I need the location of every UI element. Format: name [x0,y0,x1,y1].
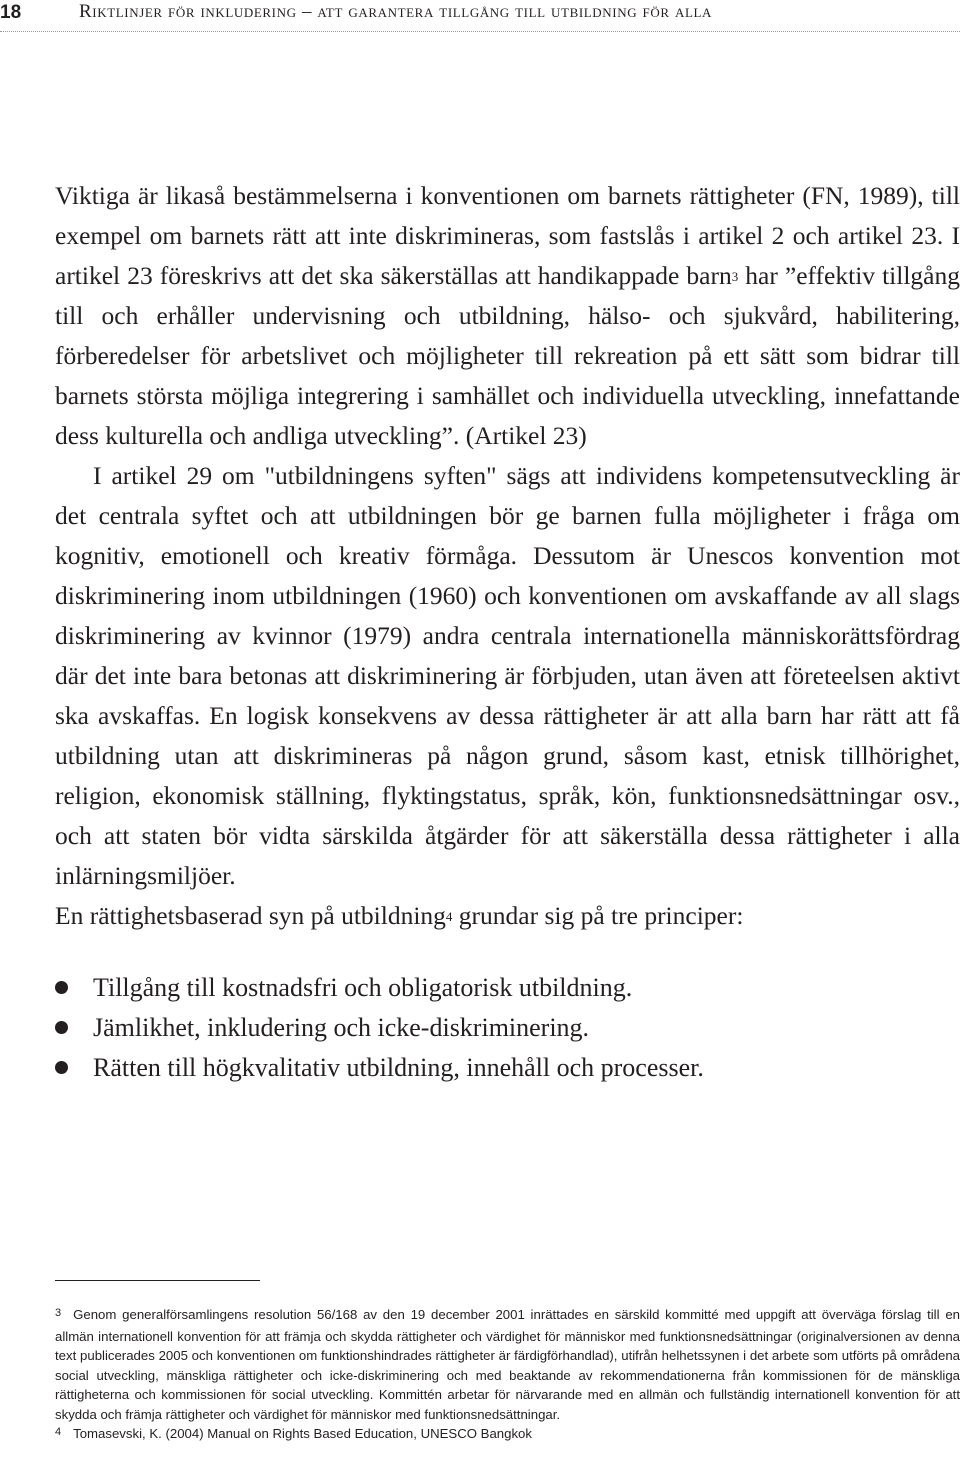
footnotes [55,1305,960,1446]
body-text [55,176,960,1088]
paragraph-3 [55,896,960,936]
paragraph-2: I artikel 29 om "utbildningens syften" sägs att individens kompetensutveckling är det centrala syftet och att utbildningen bör ge barnen fulla möjligheter i fråga om kognitiv, emotionell och kreativ förmåga. Dessutom är Unescos konvention mot diskriminering inom utbildningen (1960) och konventionen om avskaffande av all slags diskriminering av kvinnor (1979) andra centrala internationella människorättsfördrag där det inte bara betonas att diskriminering är förbjuden, utan även att företeelsen aktivt ska avskaffas. En logisk konsekvens av dessa rättigheter är att alla barn har rätt att få utbildning utan att diskrimineras på någon grund, såsom kast, etnisk tillhörighet, religion, ekonomisk ställning, flyktingstatus, språk, kön, funktionsnedsättningar osv., och att staten bör vidta särskilda åtgärder för att säkerställa dessa rättigheter i alla inlärningsmiljöer. [55,461,960,890]
principles-list [55,968,960,1088]
list-item [55,1008,960,1048]
footnote-ref-4: 4 [445,909,453,924]
paragraph-3-text-a: En rättighetsbaserad syn på utbildning [55,901,446,930]
footnote-mark: 4 [55,1426,62,1438]
footnote-text: Tomasevski, K. (2004) Manual on Rights Based Education, UNESCO Bangkok [73,1426,532,1441]
list-item-text: Tillgång till kostnadsfri och obligatorisk utbildning. [93,973,633,1002]
footnote-text: Genom generalförsamlingens resolution 56/168 av den 19 december 2001 inrättades en särskild kommitté med uppgift att överväga förslag till en allmän internationell konvention för att främja och skydda rättigheter och värdighet för människor med funktionsnedsättningar (originalversionen av denna text publicerades 2005 och konventionen om funktionshindrades rättigheter är färdigförhandlad), utifrån helhetssynen i det arbete som utförts på områdena social utveckling, mänskliga rättigheter och icke-diskriminering och med beaktande av rekommendationerna från kommissionen för de mänskliga rättigheterna och kommissionen för social utveckling. Kommittén arbetar för närvarande med en allmän och fullständig internationell konvention för att skydda och främja rättigheter och värdighet för människor med funktionsnedsättningar. [55,1307,960,1422]
footnote-rule [55,1280,260,1281]
list-item [55,968,960,1008]
paragraph-3-text-b: grundar sig på tre principer: [452,901,744,930]
bullet-icon [55,1061,68,1074]
list-item [55,1048,960,1088]
header-rule [0,31,960,32]
list-item-text: Jämlikhet, inkludering och icke-diskriminering. [93,1013,590,1042]
paragraph-1 [55,176,960,456]
page-header [0,0,960,34]
running-title: Riktlinjer för inkludering – att garantera tillgång till utbildning för alla [79,1,713,22]
paragraph-1-text-a: Viktiga är likaså bestämmelserna i konventionen om barnets rättigheter (FN, 1989), till exempel om barnets rätt att inte diskrimineras, som fastslås i artikel 2 och artikel 23. I artikel 23 föreskrivs att det ska säkerställas att handikappade barn [55,181,960,290]
footnote-3 [55,1305,960,1424]
page-number: 18 [0,2,22,23]
footnote-4 [55,1424,960,1446]
list-item-text: Rätten till högkvalitativ utbildning, innehåll och processer. [93,1053,704,1082]
footnote-mark: 3 [55,1307,62,1319]
paragraph-1-text-b: har ”effektiv tillgång till och erhåller undervisning och utbildning, hälso- och sjukvård, habilitering, förberedelser för arbetslivet och möjligheter till rekreation på ett sätt som bidrar till barnets största möjliga integrering i samhället och individuella utveckling, innefattande dess kulturella och andliga utveckling”. (Artikel 23) [55,261,960,450]
footnote-ref-3: 3 [731,269,739,284]
bullet-icon [55,981,68,994]
bullet-icon [55,1021,68,1034]
